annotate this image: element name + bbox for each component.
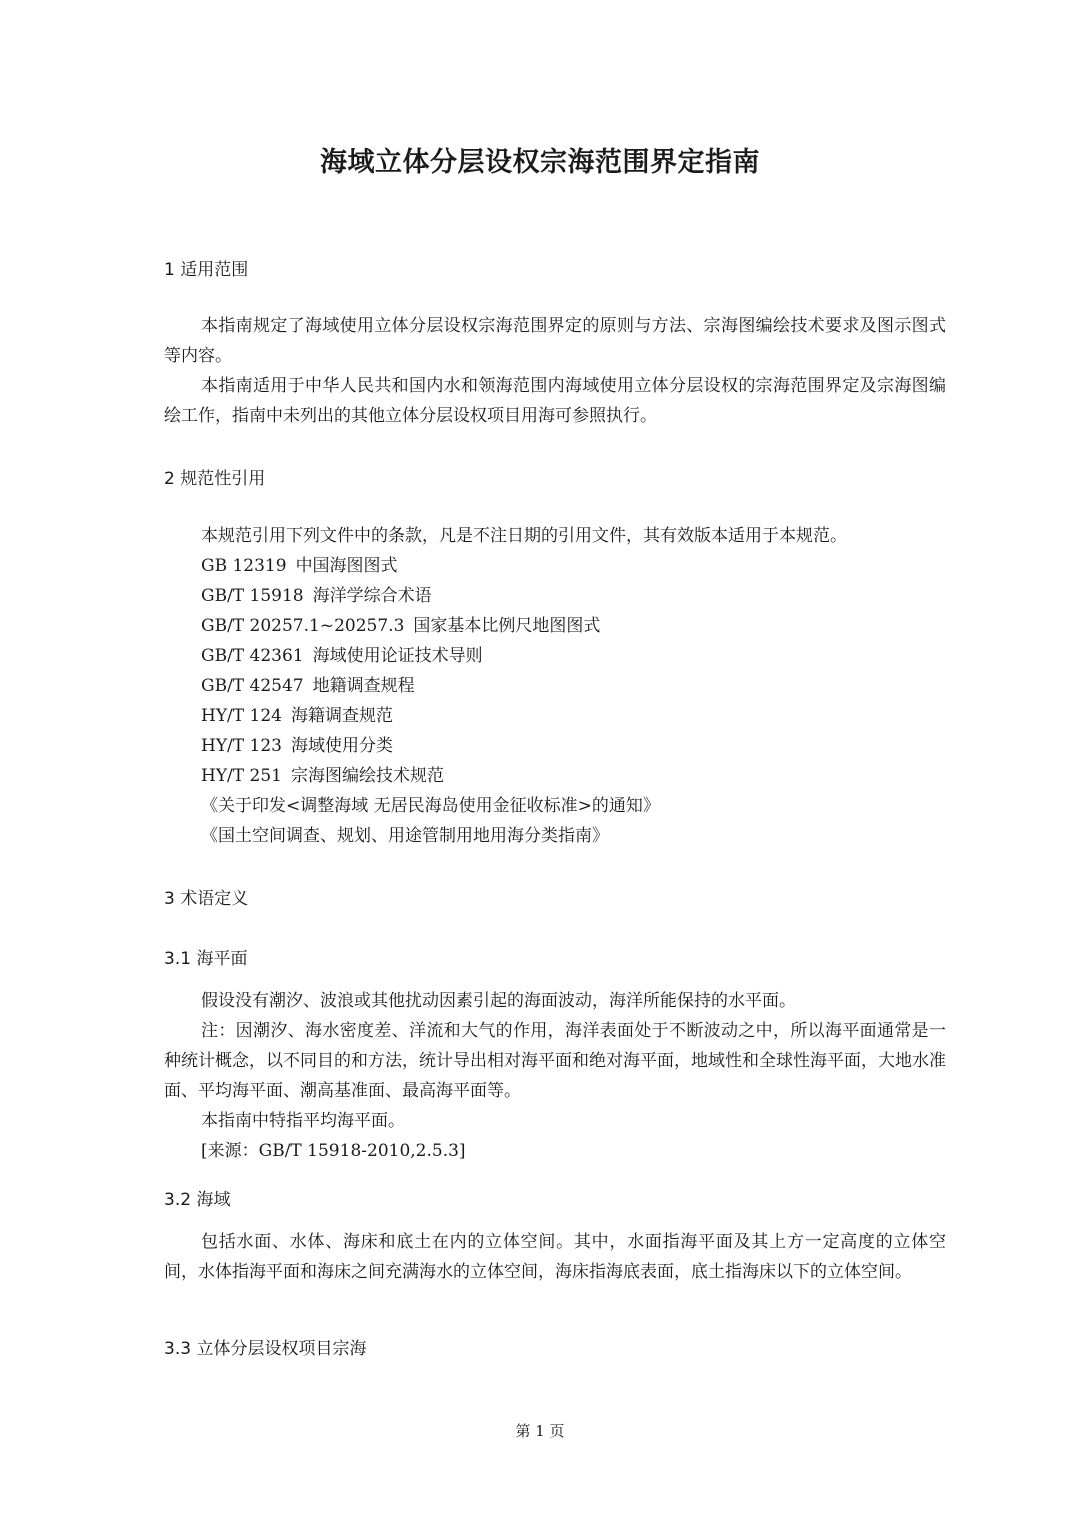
reference-name: 国家基本比例尺地图图式 [413, 616, 601, 636]
reference-name: 宗海图编绘技术规范 [290, 766, 444, 786]
reference-item [201, 761, 660, 791]
reference-code: GB/T 20257.1~20257.3 [201, 616, 405, 636]
section-3-2-heading: 3.2 海域 [164, 1190, 231, 1210]
reference-name: 海洋学综合术语 [312, 586, 432, 606]
reference-name: 海域使用分类 [290, 736, 393, 756]
section-3-2-paragraph-1: 包括水面、水体、海床和底土在内的立体空间。其中，水面指海平面及其上方一定高度的立体空间，水体指海平面和海床之间充满海水的立体空间，海床指海底表面，底土指海床以下的立体空间。 [164, 1232, 946, 1282]
reference-name: 海域使用论证技术导则 [312, 646, 483, 666]
reference-code: HY/T 124 [201, 706, 282, 726]
reference-list [201, 551, 660, 851]
reference-item [201, 731, 660, 761]
reference-item [201, 581, 660, 611]
section-1-heading: 1 适用范围 [164, 260, 249, 280]
reference-code: GB/T 42547 [201, 676, 304, 696]
section-3-heading: 3 术语定义 [164, 889, 249, 909]
section-3-1-paragraph-3: 本指南中特指平均海平面。 [201, 1111, 405, 1131]
section-3-1-heading: 3.1 海平面 [164, 949, 248, 969]
reference-name: 中国海图图式 [295, 556, 398, 576]
reference-item [201, 701, 660, 731]
reference-code: GB 12319 [201, 556, 287, 576]
reference-document-2: 《国土空间调查、规划、用途管制用地用海分类指南》 [201, 826, 609, 846]
section-3-1-paragraph-1: 假设没有潮汐、波浪或其他扰动因素引起的海面波动，海洋所能保持的水平面。 [201, 991, 796, 1011]
section-3-1-source: [来源：GB/T 15918-2010,2.5.3] [201, 1141, 466, 1161]
reference-item [201, 641, 660, 671]
reference-name: 地籍调查规程 [312, 676, 415, 696]
reference-code: GB/T 15918 [201, 586, 304, 606]
reference-item [201, 611, 660, 641]
section-2-intro: 本规范引用下列文件中的条款，凡是不注日期的引用文件，其有效版本适用于本规范。 [201, 526, 847, 546]
section-1-paragraph-2: 本指南适用于中华人民共和国内水和领海范围内海域使用立体分层设权的宗海范围界定及宗海图编绘工作，指南中未列出的其他立体分层设权项目用海可参照执行。 [164, 376, 946, 426]
section-1-paragraph-1: 本指南规定了海域使用立体分层设权宗海范围界定的原则与方法、宗海图编绘技术要求及图示图式等内容。 [164, 316, 946, 366]
reference-document-1: 《关于印发<调整海域 无居民海岛使用金征收标准>的通知》 [201, 796, 660, 816]
reference-code: HY/T 251 [201, 766, 282, 786]
reference-code: GB/T 42361 [201, 646, 304, 666]
section-3-1-note: 注：因潮汐、海水密度差、洋流和大气的作用，海洋表面处于不断波动之中，所以海平面通常是一种统计概念，以不同目的和方法，统计导出相对海平面和绝对海平面，地域性和全球性海平面，大地水准面、平均海平面、潮高基准面、最高海平面等。 [164, 1021, 946, 1101]
section-2-heading: 2 规范性引用 [164, 469, 266, 489]
reference-item [201, 671, 660, 701]
section-3-3-heading: 3.3 立体分层设权项目宗海 [164, 1339, 367, 1359]
reference-code: HY/T 123 [201, 736, 282, 756]
page-number: 第 1 页 [515, 1422, 565, 1440]
page-title: 海域立体分层设权宗海范围界定指南 [320, 147, 760, 178]
reference-name: 海籍调查规范 [290, 706, 393, 726]
reference-item [201, 551, 660, 581]
